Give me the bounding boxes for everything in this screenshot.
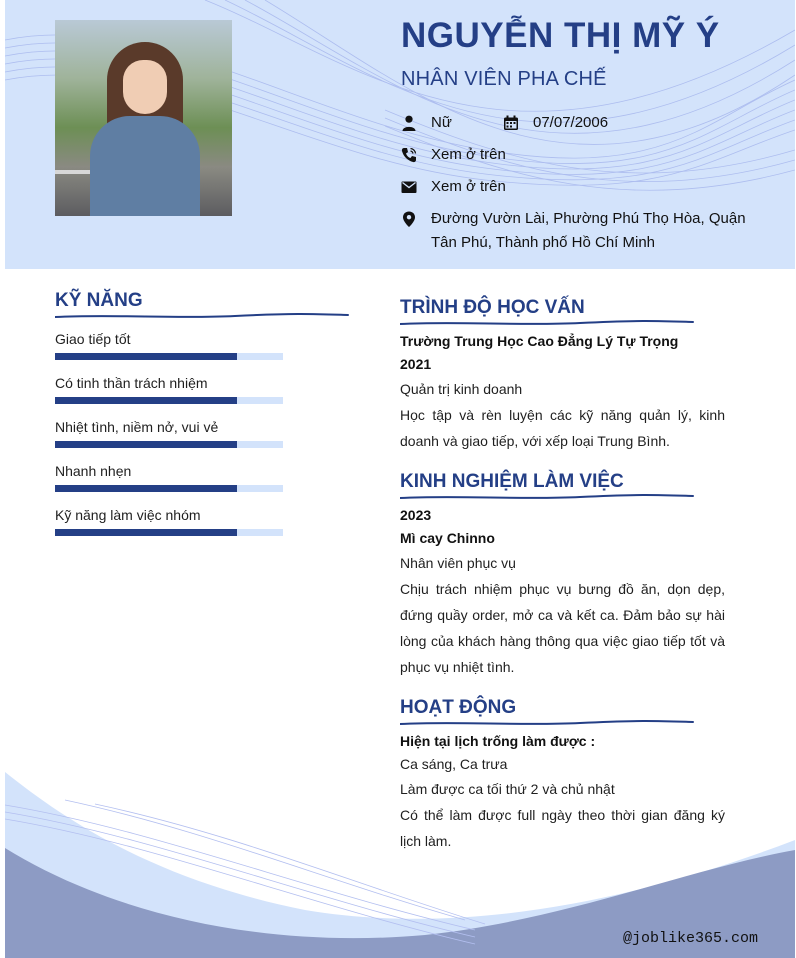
skill-bar-track bbox=[55, 485, 283, 492]
experience-title: KINH NGHIỆM LÀM VIỆC bbox=[400, 471, 624, 492]
skills-title: KỸ NĂNG bbox=[55, 290, 143, 311]
skill-bar-track bbox=[55, 529, 283, 536]
education-major: Quản trị kinh doanh bbox=[400, 381, 523, 397]
skill-item bbox=[55, 419, 285, 448]
email-row bbox=[401, 178, 506, 199]
phone-value: Xem ở trên bbox=[431, 146, 506, 163]
skill-label: Nhiệt tình, niềm nở, vui vẻ bbox=[55, 419, 219, 435]
skill-item bbox=[55, 507, 285, 536]
candidate-name: NGUYỄN THỊ MỸ Ý bbox=[401, 16, 720, 55]
activities-heading: Hiện tại lịch trống làm được : bbox=[400, 733, 596, 749]
education-description: Học tập và rèn luyện các kỹ năng quản lý, kinh doanh và giao tiếp, với xếp loại Trung Bình. bbox=[400, 407, 725, 449]
skill-bar-fill bbox=[55, 529, 237, 536]
gender-value: Nữ bbox=[431, 114, 452, 131]
skill-item bbox=[55, 375, 285, 404]
birthdate-value: 07/07/2006 bbox=[533, 114, 609, 131]
skill-bar-fill bbox=[55, 485, 237, 492]
phone-icon bbox=[401, 147, 417, 163]
calendar-icon bbox=[503, 115, 519, 131]
person-icon bbox=[401, 115, 417, 131]
activities-line: Làm được ca tối thứ 2 và chủ nhật bbox=[400, 781, 615, 797]
watermark-credit: @joblike365.com bbox=[623, 930, 759, 947]
gender-row bbox=[401, 114, 608, 135]
address-value: Đường Vườn Lài, Phường Phú Thọ Hòa, Quận Tân Phú, Thành phố Hồ Chí Minh bbox=[431, 210, 746, 251]
education-school: Trường Trung Học Cao Đẳng Lý Tự Trọng bbox=[400, 333, 679, 349]
location-pin-icon bbox=[401, 211, 417, 227]
skill-bar-fill bbox=[55, 353, 237, 360]
activities-block bbox=[400, 730, 725, 854]
skill-bar-track bbox=[55, 441, 283, 448]
skill-bar-fill bbox=[55, 397, 237, 404]
experience-position: Nhân viên phục vụ bbox=[400, 555, 516, 571]
experience-year: 2023 bbox=[400, 507, 432, 523]
mail-icon bbox=[401, 179, 417, 195]
profile-photo bbox=[55, 20, 232, 216]
education-year: 2021 bbox=[400, 356, 432, 372]
skill-item bbox=[55, 463, 285, 492]
cv-page bbox=[5, 0, 795, 958]
experience-title-underline bbox=[400, 493, 695, 501]
activities-line: Có thể làm được full ngày theo thời gian đăng ký lịch làm. bbox=[400, 807, 725, 849]
skill-bar-track bbox=[55, 397, 283, 404]
experience-company: Mì cay Chinno bbox=[400, 530, 495, 546]
skills-title-underline bbox=[55, 312, 350, 320]
skill-bar-fill bbox=[55, 441, 237, 448]
job-title: NHÂN VIÊN PHA CHẾ bbox=[401, 68, 607, 90]
skill-label: Nhanh nhẹn bbox=[55, 463, 132, 479]
experience-block bbox=[400, 504, 725, 680]
email-value: Xem ở trên bbox=[431, 178, 506, 195]
skill-label: Kỹ năng làm việc nhóm bbox=[55, 507, 201, 523]
skill-label: Có tinh thần trách nhiệm bbox=[55, 375, 208, 391]
skill-label: Giao tiếp tốt bbox=[55, 331, 131, 347]
activities-title: HOẠT ĐỘNG bbox=[400, 697, 517, 718]
education-title-underline bbox=[400, 319, 695, 327]
phone-row bbox=[401, 146, 506, 167]
skill-bar-track bbox=[55, 353, 283, 360]
education-block bbox=[400, 330, 725, 454]
activities-title-underline bbox=[400, 719, 695, 727]
experience-description: Chịu trách nhiệm phục vụ bưng đồ ăn, dọn dẹp, đứng quầy order, mở ca và kết ca. Đảm bảo sự hài lòng của khách hàng thông qua việc giao tiếp tốt và phục vụ nhiệt tình. bbox=[400, 581, 725, 675]
skill-item bbox=[55, 331, 285, 360]
activities-line: Ca sáng, Ca trưa bbox=[400, 756, 508, 772]
address-row bbox=[401, 210, 761, 255]
education-title: TRÌNH ĐỘ HỌC VẤN bbox=[400, 297, 585, 318]
